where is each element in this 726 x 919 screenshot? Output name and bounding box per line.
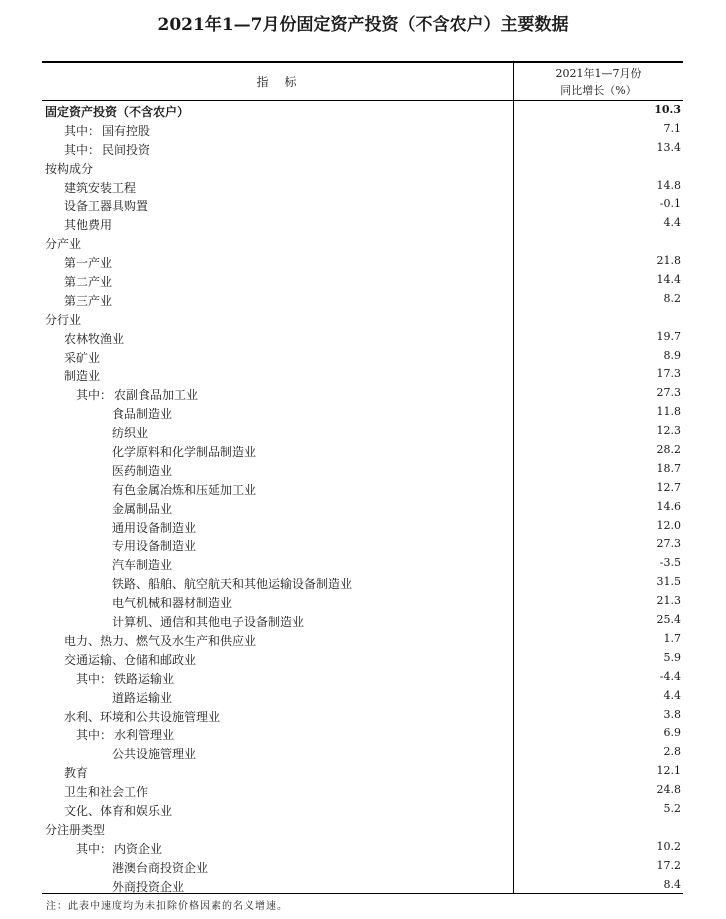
row-label [76,670,174,687]
row-label [64,197,148,214]
row-label [45,103,189,120]
row-value: 31.5 [656,575,681,589]
row-label-text: 其他费用 [64,218,113,233]
row-value: 13.4 [656,140,681,154]
row-value: 24.8 [656,783,681,797]
row-label-text: 分行业 [45,312,82,327]
table-row [42,498,683,517]
row-label [64,651,196,668]
row-label [112,859,208,876]
table-row [42,592,683,611]
table-row [42,120,683,139]
row-label-text: 第二产业 [64,275,113,290]
table-row [42,177,683,196]
table-row [42,838,683,857]
row-label-text: 设备工器具购置 [64,199,149,214]
row-label [64,141,150,158]
table-row [42,573,683,592]
row-label-text: 水利、环境和公共设施管理业 [64,709,221,724]
row-value: 8.9 [663,348,681,362]
table-row [42,384,683,403]
data-table-body [42,101,683,894]
row-label [112,443,256,460]
row-label [45,311,81,328]
row-label [64,708,220,725]
row-label-text: 有色金属冶炼和压延加工业 [112,482,257,497]
row-label-text: 汽车制造业 [112,558,173,573]
row-prefix: 其中： [64,123,101,138]
row-label [112,745,196,762]
column-header-unit: 同比增长（%） [560,84,637,97]
row-label-text: 分产业 [45,237,82,252]
row-value: 27.3 [656,537,681,551]
row-label-text: 农林牧渔业 [64,331,125,346]
table-row [42,535,683,554]
table-row [42,290,683,309]
row-label [64,367,100,384]
row-label-text: 建筑安装工程 [64,180,137,195]
table-row [42,762,683,781]
row-label-text: 卫生和社会工作 [64,785,149,800]
table-row [42,139,683,158]
row-label-text: 外商投资企业 [112,879,185,894]
table-row [42,800,683,819]
row-value: -3.5 [659,556,681,570]
row-label [64,292,112,309]
row-value: 2.8 [663,745,681,759]
row-label [112,575,352,592]
table-row [42,195,683,214]
row-value: 4.4 [663,688,681,702]
row-label [64,349,100,366]
row-label-text: 固定资产投资（不含农户） [45,105,190,119]
row-value: 11.8 [656,405,681,419]
table-row [42,252,683,271]
row-label-text: 道路运输业 [112,690,173,705]
page-title: 2021年1—7月份固定资产投资（不含农户）主要数据 [157,15,569,35]
table-row [42,441,683,460]
table-row [42,649,683,668]
row-label [112,405,172,422]
table-row [42,724,683,743]
row-label [64,273,112,290]
row-value: 17.2 [656,858,681,872]
row-value: 4.4 [663,216,681,230]
table-row [42,479,683,498]
row-value: 14.8 [656,178,681,192]
table-row [42,101,683,120]
table-row [42,422,683,441]
table-row [42,781,683,800]
row-label [112,613,304,630]
row-label-text: 水利管理业 [114,728,175,743]
row-label [64,783,148,800]
row-label [112,878,184,895]
table-row [42,857,683,876]
row-value: 14.6 [656,499,681,513]
row-label [76,386,198,403]
row-value: 6.9 [663,726,681,740]
table-row [42,460,683,479]
row-label-text: 计算机、通信和其他电子设备制造业 [112,615,305,630]
row-value: 7.1 [663,121,681,135]
table-row [42,271,683,290]
row-label-text: 分注册类型 [45,822,106,837]
row-label-text: 医药制造业 [112,463,173,478]
row-label [64,764,88,781]
row-label [64,122,150,139]
row-value: -4.4 [659,669,681,683]
row-label [112,689,172,706]
row-value: 10.2 [656,839,681,853]
row-prefix: 其中： [64,142,101,157]
row-value: 12.7 [656,480,681,494]
row-value: 12.3 [656,424,681,438]
row-label [45,160,93,177]
row-value: 21.8 [656,254,681,268]
column-header-indicator: 指 标 [256,75,299,89]
row-label-text: 国有控股 [102,123,151,138]
row-value: 17.3 [656,367,681,381]
row-label-text: 专用设备制造业 [112,539,197,554]
row-prefix: 其中： [76,728,113,743]
table-row [42,233,683,252]
row-prefix: 其中： [76,671,113,686]
row-label [112,500,172,517]
table-row [42,819,683,838]
table-row [42,517,683,536]
table-row [42,611,683,630]
table-row [42,347,683,366]
row-label-text: 食品制造业 [112,407,173,422]
row-label [64,802,172,819]
table-row [42,309,683,328]
row-label [112,519,196,536]
row-label-text: 民间投资 [102,142,151,157]
row-label-text: 文化、体育和娱乐业 [64,803,173,818]
row-label [64,330,124,347]
row-value: 8.4 [663,877,681,891]
row-label [45,821,105,838]
table-row [42,630,683,649]
row-value: 3.8 [663,707,681,721]
row-value: 25.4 [656,613,681,627]
column-header-period: 2021年1—7月份 [555,67,642,80]
row-value: 10.3 [654,103,681,116]
table-row [42,328,683,347]
row-label [64,179,136,196]
table-row [42,554,683,573]
row-label [112,424,148,441]
row-label [76,726,174,743]
table-row [42,403,683,422]
row-label [112,462,172,479]
row-label-text: 港澳台商投资企业 [112,860,209,875]
row-label-text: 交通运输、仓储和邮政业 [64,652,197,667]
row-label [45,235,81,252]
row-label [112,556,172,573]
row-value: 12.0 [656,518,681,532]
row-label-text: 按构成分 [45,161,94,176]
row-label-text: 农副食品加工业 [114,388,199,403]
row-value: 18.7 [656,461,681,475]
row-label-text: 第三产业 [64,293,113,308]
row-value: 27.3 [656,386,681,400]
row-prefix: 其中： [76,388,113,403]
table-row [42,365,683,384]
row-prefix: 其中： [76,841,113,856]
row-label [76,840,162,857]
table-row [42,687,683,706]
table-row [42,158,683,177]
row-value: 21.3 [656,594,681,608]
row-value: 14.4 [656,273,681,287]
row-label-text: 电气机械和器材制造业 [112,596,233,611]
table-row [42,214,683,233]
row-value: 19.7 [656,329,681,343]
row-label-text: 铁路、船舶、航空航天和其他运输设备制造业 [112,577,353,592]
row-value: 5.2 [663,801,681,815]
row-label-text: 采矿业 [64,350,101,365]
row-label-text: 内资企业 [114,841,163,856]
row-label [64,254,112,271]
table-row [42,876,683,895]
row-value: 8.2 [663,291,681,305]
table-top-border [42,61,683,63]
row-label [112,481,256,498]
row-label-text: 化学原料和化学制品制造业 [112,445,257,460]
row-label [112,594,232,611]
row-label [64,216,112,233]
row-label [112,537,196,554]
row-label-text: 通用设备制造业 [112,520,197,535]
table-row [42,668,683,687]
row-label-text: 制造业 [64,369,101,384]
row-label-text: 金属制品业 [112,501,173,516]
row-label-text: 铁路运输业 [114,671,175,686]
row-label-text: 公共设施管理业 [112,747,197,762]
row-value: 1.7 [663,631,681,645]
row-label-text: 纺织业 [112,426,149,441]
row-value: -0.1 [659,197,681,211]
row-label-text: 电力、热力、燃气及水生产和供应业 [64,633,257,648]
row-label-text: 第一产业 [64,256,113,271]
row-value: 28.2 [656,443,681,457]
row-label-text: 教育 [64,766,89,781]
table-row [42,706,683,725]
footnote: 注：此表中速度均为未扣除价格因素的名义增速。 [46,901,288,912]
row-label [64,632,256,649]
column-header-growth [514,65,683,99]
table-row [42,743,683,762]
row-value: 12.1 [656,764,681,778]
row-value: 5.9 [663,650,681,664]
